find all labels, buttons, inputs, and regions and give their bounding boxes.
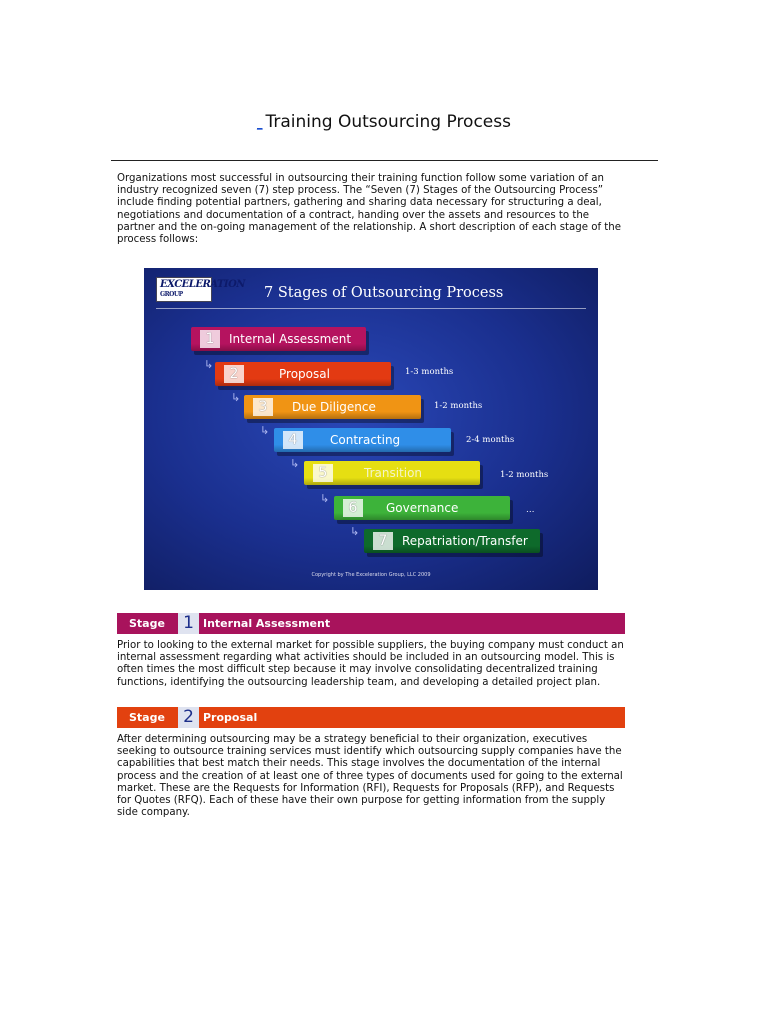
stage-name: Proposal [279,367,330,381]
stage-header-1 [117,613,625,634]
title-text: Training Outsourcing Process [265,112,511,132]
stage-name: Internal Assessment [229,332,352,346]
exceleration-logo [156,277,245,302]
stage-name: Contracting [330,433,401,447]
logo-sub: GROUP [160,291,183,298]
intro-paragraph: Organizations most successful in outsourcing their training function follow some variation of an industry recognized seven (7) step process. The “Seven (7) Stages of the Outsourcing Process” include finding potential partners, gathering and sharing data necessary for structuring a deal, negotiations and documentation of a contract, handing over the assets and resources to the partner and the on-going management of the relationship. A short description of each stage of the process follows: [117,173,621,246]
stage-bar-7 [364,529,540,553]
duration-label-4: 2-4 months [466,435,515,445]
stage-number: 6 [343,499,363,517]
step-arrow-icon: ↳ [350,525,360,538]
stage-number-box: 2 [178,707,199,728]
stage-name: Repatriation/Transfer [402,534,528,548]
stage-bar-3 [244,395,421,419]
stage-number: 3 [253,398,273,416]
step-arrow-icon: ↳ [204,358,214,371]
logo-text: EXCELERATION [160,279,245,290]
stage-number: 4 [283,431,303,449]
stage-name: Transition [364,466,423,480]
stage-name: Proposal [203,711,258,724]
figure-copyright: Copyright by The Exceleration Group, LLC 2009 [311,572,431,578]
stage-2-text: After determining outsourcing may be a strategy beneficial to their organization, executives seeking to outsource training services must identify which outsourcing supply companies have the capabilities that best match their needs. This stage involves the documentation of the internal process and the creation of at least one of three types of documents used for going to the external market. These are the Requests for Information (RFI), Requests for Proposals (RFP), and Requests for Quotes (RFQ). Each of these have their own purpose for getting information from the supply side company. [117,734,623,819]
step-arrow-icon: ↳ [290,457,300,470]
duration-label-6: … [526,505,535,515]
stage-number: 2 [224,365,244,383]
stage-name: Governance [386,501,459,515]
stage-label: Stage [129,711,165,724]
figure-title: 7 Stages of Outsourcing Process [264,285,504,301]
stage-number: 1 [200,330,220,348]
step-arrow-icon: ↳ [231,391,241,404]
stage-name: Internal Assessment [203,617,331,630]
figure-divider [156,308,586,309]
stage-number: 5 [313,464,333,482]
duration-label-5: 1-2 months [500,470,549,480]
stage-bar-5 [304,461,480,485]
stage-bar-1 [191,327,366,351]
stage-header-2 [117,707,625,728]
title-divider [111,160,658,161]
stage-bar-2 [215,362,391,386]
stage-label: Stage [129,617,165,630]
stage-bar-4 [274,428,451,452]
duration-label-3: 1-2 months [434,401,483,411]
stage-name: Due Diligence [292,400,376,414]
page-title [0,112,768,132]
stage-number: 7 [373,532,393,550]
step-arrow-icon: ↳ [320,492,330,505]
duration-label-2: 1-3 months [405,367,454,377]
stage-number-box: 1 [178,613,199,634]
step-arrow-icon: ↳ [260,424,270,437]
stages-figure [144,268,598,590]
stage-bar-6 [334,496,510,520]
title-link-mark[interactable]: _ [257,117,263,130]
stage-1-text: Prior to looking to the external market for possible suppliers, the buying company must conduct an internal assessment regarding what activities should be included in an outsourcing model. This is often times the most difficult step because it may involve consolidating decentralized training functions, identifying the outsourcing leadership team, and developing a detailed project plan. [117,640,624,688]
